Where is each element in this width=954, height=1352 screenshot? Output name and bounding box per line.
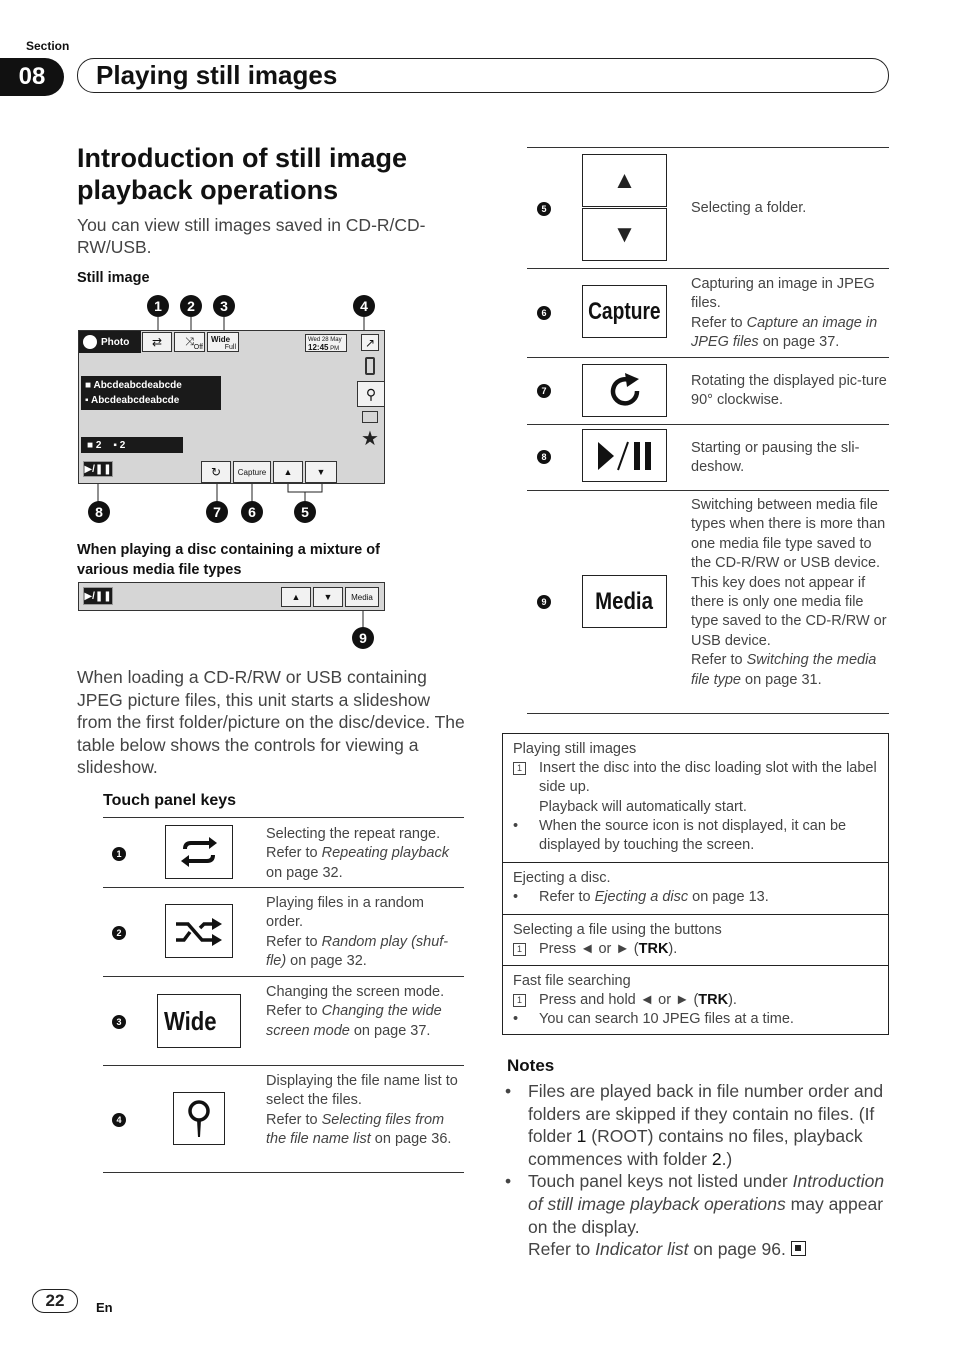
- shuffle-icon: [174, 916, 224, 946]
- table-row: [103, 887, 464, 976]
- repeat-key[interactable]: [142, 332, 172, 352]
- section-label: Section: [26, 39, 70, 53]
- mixture-heading: When playing a disc containing a mixture of various media file types: [77, 542, 380, 578]
- mixture-play-pause-key[interactable]: [83, 587, 113, 605]
- folder-down-key-illustration: [582, 208, 667, 261]
- source-bar: [79, 331, 141, 353]
- row-callout: 3: [112, 1015, 126, 1029]
- ref-link: Switching the media file type: [691, 652, 877, 688]
- desc-text: Selecting the repeat range.: [266, 826, 441, 842]
- callout-5: 5: [294, 501, 316, 523]
- step-post: ).: [668, 941, 678, 958]
- capture-key-label: Capture: [588, 297, 661, 325]
- star-icon: ★: [361, 428, 379, 450]
- trk-label: TRK: [698, 992, 729, 1009]
- end-mark-icon: [791, 1241, 806, 1256]
- repeat-icon: ⇄: [151, 335, 163, 349]
- row-desc: Rotating the displayed pic-ture 90° clockwise.: [691, 373, 887, 409]
- magnifier-icon: ⚲: [365, 385, 377, 402]
- ref-post: on page 96.: [688, 1239, 786, 1260]
- folder-num: 1: [576, 1126, 587, 1147]
- ref-link: Random play (shuf-fle): [266, 933, 449, 970]
- list-item: • Files are played back in file number order and folders are skipped if they contain no files. (If folder 1 (ROOT) contains no files, playback commences with folder 2.): [505, 1081, 884, 1169]
- ref-post: on page 13.: [688, 889, 769, 906]
- notes-list: [505, 1080, 895, 1261]
- media-key-illustration: [582, 575, 667, 628]
- selecting-section: [503, 914, 888, 965]
- row-desc: [266, 825, 462, 883]
- row-desc: Starting or pausing the sli-deshow.: [691, 440, 860, 476]
- table-row: [527, 268, 889, 357]
- source-label: Photo: [101, 336, 130, 348]
- rotate-key-illustration: [582, 364, 667, 417]
- desc-text: Changing the screen mode.: [266, 984, 445, 1000]
- magnifier-icon: [187, 1099, 211, 1139]
- play-pause-key[interactable]: [83, 461, 113, 477]
- file-count-icon: ▪: [113, 439, 117, 451]
- step-pre: Press ◄ or ► (: [539, 941, 639, 958]
- folder-count: 2: [95, 439, 102, 451]
- full-label: Full: [224, 344, 236, 351]
- folder-file-panel: [81, 376, 221, 410]
- still-image-screen: [78, 330, 385, 484]
- row-callout: 1: [112, 847, 126, 861]
- ref-link: Repeating playback: [321, 845, 449, 862]
- row-callout: 9: [537, 595, 551, 609]
- folder-open-icon: [362, 411, 378, 423]
- table-row: [527, 147, 889, 268]
- ref-link: Changing the wide screen mode: [266, 1003, 442, 1039]
- ref-link: Selecting files from the file name list: [266, 1111, 445, 1148]
- section-title-text: Playing still images: [96, 60, 338, 90]
- section-title: Playing still images: [513, 741, 637, 757]
- table-row: [527, 424, 889, 490]
- play-pause-icon: ▶/❚❚: [84, 463, 112, 475]
- ref-pre: Refer to: [691, 652, 747, 669]
- step-number: 1: [513, 762, 526, 775]
- mixture-screen: [78, 582, 385, 611]
- photo-source-icon: [83, 335, 97, 349]
- repeat-key-illustration: [165, 825, 233, 879]
- callout-3: 3: [213, 295, 235, 317]
- callout-6: 6: [241, 501, 263, 523]
- wide-key[interactable]: [207, 332, 239, 352]
- list-key[interactable]: [357, 381, 385, 407]
- notes-heading: Notes: [507, 1056, 555, 1075]
- mixture-up-key[interactable]: [281, 587, 311, 607]
- device-icon: [365, 357, 375, 375]
- table-row: [103, 976, 464, 1065]
- step-text: [539, 759, 878, 817]
- folder-up-key-illustration: [582, 154, 667, 207]
- page-number: 22: [32, 1289, 78, 1313]
- note-ref: Introduction of still image playback operations: [528, 1171, 885, 1214]
- up-arrow-icon: ▲: [612, 166, 637, 194]
- step-number: 1: [513, 943, 526, 956]
- section-title: Ejecting a disc.: [513, 870, 611, 886]
- wide-label: Wide: [211, 335, 231, 344]
- trk-label: TRK: [638, 941, 669, 958]
- row-callout: 7: [537, 384, 551, 398]
- row-desc: [691, 496, 887, 690]
- ref-post: on page 37.: [758, 334, 840, 351]
- section-title: Selecting a file using the buttons: [513, 922, 722, 938]
- callout-2: 2: [180, 295, 202, 317]
- bullet-text: When the source icon is not displayed, it can be displayed by touching the screen.: [539, 817, 847, 854]
- page-title: Introduction of still image playback operations: [77, 143, 407, 205]
- wide-key-label: Wide: [164, 1005, 217, 1036]
- row-desc: [691, 275, 887, 353]
- right-keys-table: [527, 147, 889, 714]
- desc-text: Displaying the file name list to select the files.: [266, 1073, 458, 1109]
- folder-count-icon: ■: [87, 439, 94, 451]
- section-title: Fast file searching: [513, 973, 631, 989]
- row-callout: 6: [537, 306, 551, 320]
- list-item: • Touch panel keys not listed under Introduction of still image playback operations may appear on the display. Refer to Indicator list on page 96.: [505, 1171, 885, 1260]
- down-arrow-icon: ▼: [316, 467, 326, 477]
- clock-date: Wed 28 May: [308, 337, 342, 343]
- rotate-key[interactable]: [201, 461, 231, 483]
- rotate-icon: [605, 371, 645, 411]
- ref-post: on page 37.: [349, 1022, 431, 1039]
- table-row: [527, 490, 889, 714]
- list-key-illustration: [173, 1092, 225, 1145]
- callout-9: 9: [352, 627, 374, 649]
- touch-keys-heading: Touch panel keys: [103, 792, 237, 809]
- row-callout: 5: [537, 202, 551, 216]
- random-key[interactable]: [174, 332, 205, 352]
- play-pause-icon: [596, 440, 654, 472]
- bullet-text: You can search 10 JPEG files at a time.: [539, 1011, 794, 1028]
- row-callout: 4: [112, 1113, 126, 1127]
- row-desc: [266, 1072, 462, 1150]
- fast-search-section: Fast file searching 1 Press and hold ◄ or ► (TRK). • You can search 10 JPEG files at a time.: [503, 965, 888, 1033]
- desc-text: Capturing an image in JPEG files.: [691, 276, 875, 312]
- clock-display: [305, 334, 347, 352]
- down-arrow-icon: ▼: [323, 592, 333, 602]
- media-key-label: Media: [595, 587, 654, 615]
- callout-8: 8: [88, 501, 110, 523]
- folder-down-key[interactable]: [305, 461, 337, 483]
- file-count: 2: [119, 439, 126, 451]
- row-desc: [266, 894, 462, 972]
- capture-key-illustration: [582, 285, 667, 338]
- section-number: 08: [0, 58, 64, 96]
- play-pause-key-illustration: [582, 429, 667, 482]
- mixture-media-key[interactable]: [345, 587, 379, 607]
- capture-label: Capture: [237, 467, 267, 477]
- clock-time: 12:45: [308, 343, 329, 352]
- note-text: Files are played back in file number order and folders are skipped if they contain no files. (If folder: [528, 1081, 884, 1147]
- play-pause-icon: ▶/❚❚: [84, 590, 112, 602]
- folder-icon: ■: [85, 380, 92, 391]
- row-callout: 8: [537, 450, 551, 464]
- folder-name: Abcdeabcdeabcde: [93, 380, 182, 391]
- clock-pm: PM: [330, 346, 340, 352]
- row-desc: Selecting a folder.: [691, 200, 807, 216]
- off-label: Off: [193, 344, 203, 351]
- ref-post: on page 32.: [266, 864, 343, 881]
- table-row: [527, 357, 889, 424]
- step-line: Insert the disc into the disc loading slot with the label side up.: [539, 760, 877, 796]
- rotate-icon: ↻: [210, 465, 222, 479]
- down-arrow-icon: ▼: [612, 220, 637, 248]
- table-row: [103, 1065, 464, 1173]
- ref-post: on page 31.: [740, 671, 822, 688]
- row-callout: 2: [112, 926, 126, 940]
- capture-key[interactable]: [233, 461, 271, 483]
- note-text: may appear on the display.: [528, 1193, 884, 1237]
- up-arrow-icon: ▲: [283, 467, 293, 477]
- ejecting-section: Ejecting a disc. • Refer to Ejecting a disc on page 13.: [503, 862, 888, 914]
- step-post: ).: [728, 992, 737, 1009]
- up-arrow-icon: ▲: [291, 592, 301, 602]
- callout-7: 7: [206, 501, 228, 523]
- ref-pre: Refer to: [691, 314, 747, 331]
- ref-pre: Refer to: [266, 1003, 322, 1020]
- step-pre: Press and hold ◄ or ► (: [539, 992, 699, 1009]
- row-desc: [266, 983, 462, 1041]
- shuffle-icon: ⤨: [185, 335, 194, 348]
- desc-text: Switching between media file types when there is more than one media file type saved to the CD-R/RW or USB device. This key does not appear if there is only one media file type saved to the CD-R/RW or USB device.: [691, 497, 887, 649]
- ref-link: Indicator list: [595, 1239, 689, 1260]
- expand-key[interactable]: [361, 334, 379, 351]
- table-row: [103, 817, 464, 887]
- ref-link: Ejecting a disc: [594, 889, 689, 906]
- folder-num: 2: [711, 1148, 722, 1169]
- section-title: [77, 58, 889, 93]
- wide-key-illustration: [157, 994, 241, 1048]
- still-image-label: Still image: [77, 270, 150, 286]
- file-icon: ▪: [85, 395, 89, 406]
- touch-keys-table: [103, 817, 464, 1173]
- ref-pre: Refer to: [266, 1111, 322, 1128]
- ref-pre: Refer to: [266, 933, 322, 950]
- file-name: Abcdeabcdeabcde: [90, 395, 180, 406]
- note-text: (ROOT) contains no files, playback commences with folder: [528, 1126, 863, 1169]
- ref-post: on page 36.: [370, 1131, 452, 1148]
- folder-up-key[interactable]: [273, 461, 303, 483]
- expand-arrow-icon: ↗: [364, 335, 376, 350]
- body-text: When loading a CD-R/RW or USB containing JPEG picture files, this unit starts a slideshow from the first folder/picture on the disc/device. The table below shows the controls for viewing a slideshow.: [77, 667, 465, 778]
- step-number: 1: [513, 994, 526, 1007]
- note-text: Touch panel keys not listed under: [528, 1171, 793, 1192]
- repeat-icon: [179, 837, 219, 867]
- random-key-illustration: [165, 904, 233, 958]
- ref-pre: Refer to: [528, 1239, 596, 1260]
- step-line: Playback will automatically start.: [539, 798, 747, 815]
- count-bar: [81, 437, 183, 453]
- ref-pre: Refer to: [266, 845, 322, 862]
- note-text: .): [721, 1148, 733, 1169]
- callout-1: 1: [147, 295, 169, 317]
- operations-box: [502, 733, 889, 1035]
- intro-text: You can view still images saved in CD-R/CD-RW/USB.: [77, 215, 426, 257]
- ref-link: Capture an image in JPEG files: [691, 314, 878, 351]
- callout-4: 4: [353, 295, 375, 317]
- playing-section: Playing still images 1 Insert the disc into the disc loading slot with the label side up. Playback will automatically start. • When the source icon is not displayed, it can be displayed by touching the screen.: [503, 734, 888, 862]
- ref-pre: Refer to: [539, 889, 595, 906]
- mixture-down-key[interactable]: [313, 587, 343, 607]
- media-label: Media: [351, 592, 373, 602]
- desc-text: Playing files in a random order.: [266, 895, 424, 931]
- language-label: En: [96, 1300, 113, 1315]
- ref-post: on page 32.: [286, 953, 367, 970]
